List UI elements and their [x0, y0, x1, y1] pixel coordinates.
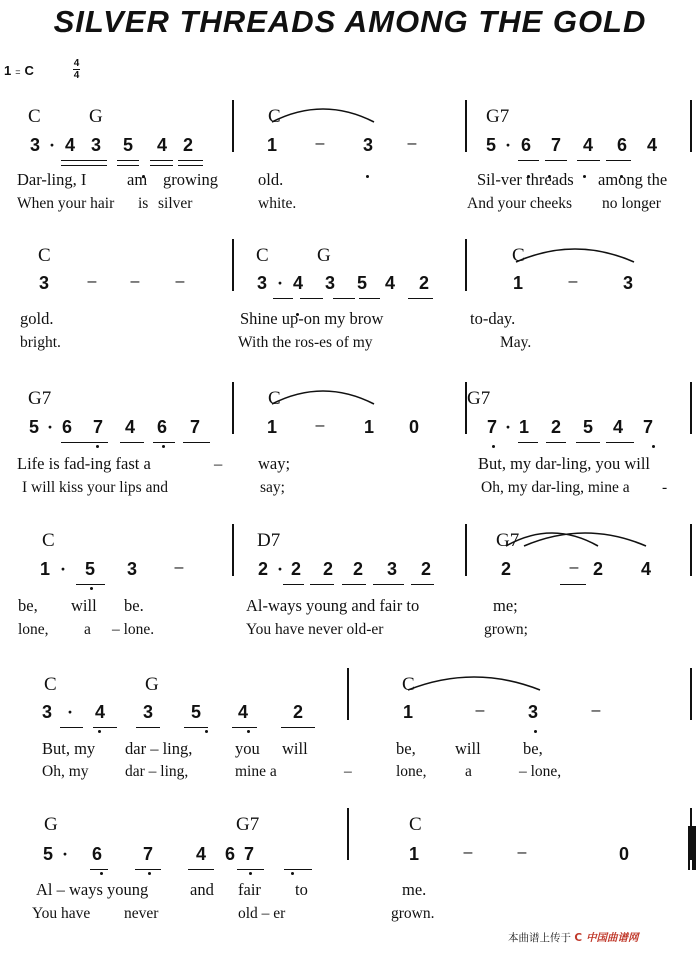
barline	[232, 382, 234, 434]
key-equals: =	[15, 67, 21, 77]
time-bottom: 4	[73, 70, 80, 81]
lyric-verse-2: grown.	[391, 905, 435, 922]
key-degree: 1	[4, 63, 12, 78]
jianpu-note: 0	[618, 844, 629, 864]
jianpu-note: 2	[290, 559, 301, 579]
note-extension: –	[463, 844, 473, 861]
slur-tie	[272, 109, 374, 122]
chord-symbol: G	[145, 674, 159, 695]
beam-underline	[184, 727, 208, 728]
beam-underline	[178, 165, 203, 166]
jianpu-note: 1	[266, 135, 277, 155]
site-logo-icon: C	[574, 932, 583, 944]
jianpu-note: 4	[612, 417, 623, 437]
note-extension: –	[568, 273, 578, 290]
lyric-verse-1: But, my dar-ling, you will	[478, 454, 650, 473]
chord-symbol: C	[28, 106, 41, 127]
lyric-verse-1: Life is fad-ing fast a	[17, 454, 151, 473]
chord-symbol: G7	[28, 388, 52, 409]
slur-tie	[272, 391, 374, 404]
jianpu-note: 1	[266, 417, 277, 437]
note-extension: –	[87, 273, 97, 290]
jianpu-note: 1	[402, 702, 413, 722]
lyric-verse-1: will	[282, 739, 308, 758]
chord-symbol: C	[268, 106, 281, 127]
jianpu-note: 3	[256, 273, 267, 293]
dotted-note-mark: ·	[504, 417, 511, 437]
song-title: SILVER THREADS AMONG THE GOLD	[53, 4, 647, 39]
jianpu-note: 3	[386, 559, 397, 579]
barline	[465, 524, 467, 576]
chord-symbol: G7	[467, 388, 491, 409]
chord-symbol: C	[512, 245, 525, 266]
beam-underline	[273, 298, 293, 299]
jianpu-note: 4	[195, 844, 206, 864]
jianpu-note: 6	[156, 417, 167, 437]
lyric-verse-1: way;	[258, 454, 291, 473]
octave-dot	[652, 445, 655, 448]
jianpu-note: 7	[189, 417, 200, 437]
lyric-verse-2: no longer	[602, 195, 661, 212]
beam-underline	[237, 869, 264, 870]
beam-underline	[333, 298, 355, 299]
lyric-verse-2: mine a	[235, 763, 277, 780]
jianpu-note: 3	[29, 135, 40, 155]
octave-dot	[100, 872, 103, 875]
time-top: 4	[73, 58, 80, 69]
lyric-verse-2: Oh, my dar-ling, mine a	[481, 479, 630, 496]
lyric-verse-1: Shine up-on my brow	[240, 309, 384, 328]
lyric-verse-2: And your cheeks	[467, 195, 573, 212]
jianpu-note: 3	[41, 702, 52, 722]
barline	[465, 100, 467, 152]
jianpu-note: 1	[518, 417, 529, 437]
jianpu-note: 6	[224, 844, 235, 864]
jianpu-note: 7	[486, 417, 497, 437]
lyric-verse-2: Oh, my	[42, 763, 89, 780]
lyric-verse-2: With the ros-es of my	[238, 334, 373, 351]
jianpu-note: 4	[640, 559, 651, 579]
jianpu-note: 1	[408, 844, 419, 864]
barline	[690, 524, 692, 576]
time-signature	[73, 59, 80, 80]
lyric-verse-2: a	[84, 621, 91, 638]
jianpu-note: 4	[156, 135, 167, 155]
jianpu-note: 4	[94, 702, 105, 722]
barline	[465, 239, 467, 291]
jianpu-note: 1	[39, 559, 50, 579]
jianpu-note: 2	[322, 559, 333, 579]
beam-underline	[60, 727, 83, 728]
credit-text: 本曲谱上传于	[508, 932, 571, 944]
key-signature	[4, 58, 80, 81]
jianpu-note: 3	[38, 273, 49, 293]
jianpu-note: 7	[243, 844, 254, 864]
chord-symbol: G7	[496, 530, 520, 551]
jianpu-note: 2	[550, 417, 561, 437]
beam-underline	[117, 165, 139, 166]
lyric-verse-1: But, my	[42, 739, 96, 758]
lyric-verse-1: among the	[598, 170, 668, 189]
jianpu-note: 6	[91, 844, 102, 864]
lyric-verse-1: be.	[124, 596, 144, 615]
lyric-verse-2: lone,	[396, 763, 427, 780]
jianpu-note: 7	[92, 417, 103, 437]
note-extension: –	[315, 417, 325, 434]
lyric-verse-1: will	[455, 739, 481, 758]
barline	[232, 100, 234, 152]
lyric-verse-2: – lone.	[112, 621, 155, 638]
beam-underline	[178, 160, 203, 161]
lyric-verse-1: Dar-ling, I	[17, 170, 87, 189]
lyric-verse-2: white.	[258, 195, 297, 212]
jianpu-note: 2	[418, 273, 429, 293]
dotted-note-mark: ·	[48, 135, 55, 155]
octave-dot	[249, 872, 252, 875]
barline	[347, 668, 349, 720]
jianpu-note: 5	[122, 135, 133, 155]
jianpu-note: 3	[126, 559, 137, 579]
jianpu-note: 2	[592, 559, 603, 579]
note-extension: –	[517, 844, 527, 861]
jianpu-note: 3	[527, 702, 538, 722]
octave-dot	[291, 872, 294, 875]
lyric-verse-2: silver	[158, 195, 193, 212]
beam-underline	[284, 869, 312, 870]
slur-tie	[524, 533, 646, 546]
beam-underline	[411, 584, 434, 585]
octave-dot	[534, 730, 537, 733]
slur-tie	[516, 249, 634, 262]
beam-underline	[342, 584, 366, 585]
lyric-verse-2: old – er	[238, 905, 286, 922]
jianpu-note: 7	[142, 844, 153, 864]
jianpu-note: 2	[292, 702, 303, 722]
chord-symbol: C	[268, 388, 281, 409]
jianpu-note: 7	[550, 135, 561, 155]
beam-underline	[300, 298, 323, 299]
beam-underline	[153, 442, 175, 443]
barline	[690, 100, 692, 152]
octave-dot	[162, 445, 165, 448]
jianpu-note: 3	[622, 273, 633, 293]
lyric-verse-2: a	[465, 763, 472, 780]
octave-dot	[583, 175, 586, 178]
beam-underline	[117, 160, 139, 161]
octave-dot	[90, 587, 93, 590]
jianpu-note: 5	[485, 135, 496, 155]
beam-underline	[136, 727, 160, 728]
lyric-verse-1: be,	[523, 739, 543, 758]
jianpu-note: 2	[182, 135, 193, 155]
barline	[232, 524, 234, 576]
beam-underline	[61, 165, 107, 166]
barline	[690, 668, 692, 720]
beam-underline	[150, 160, 173, 161]
lyric-verse-2: never	[124, 905, 159, 922]
octave-dot	[96, 445, 99, 448]
lyric-verse-1: will	[71, 596, 97, 615]
lyric-verse-2: –	[344, 763, 352, 780]
jianpu-note: 5	[356, 273, 367, 293]
octave-dot	[148, 872, 151, 875]
jianpu-note: 6	[616, 135, 627, 155]
beam-underline	[90, 869, 108, 870]
jianpu-note: 6	[520, 135, 531, 155]
chord-symbol: G7	[236, 814, 260, 835]
beam-underline	[281, 727, 315, 728]
beam-underline	[576, 442, 600, 443]
beam-underline	[283, 584, 304, 585]
chord-symbol: C	[402, 674, 415, 695]
barline	[690, 382, 692, 434]
key-name: C	[24, 63, 34, 78]
lyric-verse-1: am	[127, 170, 148, 189]
note-extension: –	[475, 702, 485, 719]
jianpu-note: 4	[582, 135, 593, 155]
chord-symbol: C	[38, 245, 51, 266]
dotted-note-mark: ·	[504, 135, 511, 155]
lyric-verse-1: old.	[258, 170, 284, 189]
site-logo-text: 中国曲谱网	[586, 932, 639, 944]
lyric-verse-1: you	[235, 739, 260, 758]
beam-underline	[606, 442, 634, 443]
barline	[465, 382, 467, 434]
lyric-verse-1: Al – ways young	[36, 880, 149, 899]
chord-symbol: C	[409, 814, 422, 835]
lyric-verse-2: May.	[500, 334, 532, 351]
lyric-verse-1: Al-ways young and fair to	[246, 596, 420, 615]
slur-tie	[506, 533, 598, 546]
dotted-note-mark: ·	[276, 273, 283, 293]
beam-underline	[93, 727, 117, 728]
jianpu-note: 4	[292, 273, 303, 293]
beam-underline	[518, 442, 538, 443]
beam-underline	[61, 160, 107, 161]
dotted-note-mark: ·	[66, 702, 73, 722]
beam-underline	[560, 584, 586, 585]
lyric-verse-1: Sil-ver threads	[477, 170, 574, 189]
lyric-verse-2: You have never old-er	[246, 621, 384, 638]
beam-underline	[518, 160, 539, 161]
jianpu-note: 4	[64, 135, 75, 155]
beam-underline	[546, 442, 566, 443]
lyric-verse-1: dar – ling,	[125, 739, 193, 758]
jianpu-note: 4	[124, 417, 135, 437]
lyric-verse-2: is	[138, 195, 149, 212]
octave-dot	[492, 445, 495, 448]
lyric-verse-1: to-day.	[470, 309, 516, 328]
slur-tie	[408, 677, 540, 690]
jianpu-note: 0	[408, 417, 419, 437]
beam-underline	[310, 584, 334, 585]
lyric-verse-1: fair	[238, 880, 261, 899]
barline	[232, 239, 234, 291]
source-credit	[508, 930, 639, 945]
beam-underline	[373, 584, 404, 585]
jianpu-note: 2	[500, 559, 511, 579]
note-extension: –	[315, 135, 325, 152]
lyric-verse-1: me;	[493, 596, 518, 615]
jianpu-note: 1	[363, 417, 374, 437]
jianpu-note: 3	[142, 702, 153, 722]
jianpu-note: 4	[237, 702, 248, 722]
note-extension: –	[591, 702, 601, 719]
note-extension: –	[175, 273, 185, 290]
chord-symbol: D7	[257, 530, 281, 551]
beam-underline	[545, 160, 567, 161]
beam-underline	[188, 869, 214, 870]
beam-underline	[408, 298, 433, 299]
jianpu-note: 7	[642, 417, 653, 437]
lyric-verse-1: me.	[402, 880, 427, 899]
octave-dot	[247, 730, 250, 733]
beam-underline	[577, 160, 600, 161]
jianpu-note: 4	[646, 135, 657, 155]
beam-underline	[359, 298, 380, 299]
note-extension: –	[407, 135, 417, 152]
beam-underline	[61, 442, 108, 443]
octave-dot	[366, 175, 369, 178]
dotted-note-mark: ·	[276, 559, 283, 579]
lyric-verse-1: be,	[396, 739, 416, 758]
chord-symbol: G	[317, 245, 331, 266]
lyric-verse-2: say;	[260, 479, 285, 496]
lyric-verse-2: I will kiss your lips and	[22, 479, 168, 496]
chord-symbol: G	[89, 106, 103, 127]
lyric-verse-2: lone,	[18, 621, 49, 638]
jianpu-note: 5	[582, 417, 593, 437]
lyric-verse-2: You have	[32, 905, 91, 922]
jianpu-note: 4	[384, 273, 395, 293]
dotted-note-mark: ·	[59, 559, 66, 579]
octave-dot	[205, 730, 208, 733]
beam-underline	[120, 442, 144, 443]
lyric-verse-2: When your hair	[17, 195, 115, 212]
beam-underline	[150, 165, 173, 166]
octave-dot	[98, 730, 101, 733]
note-extension: –	[130, 273, 140, 290]
note-extension: –	[569, 559, 579, 576]
beam-underline	[76, 584, 105, 585]
jianpu-note: 5	[84, 559, 95, 579]
lyric-verse-2: dar – ling,	[125, 763, 189, 780]
dotted-note-mark: ·	[61, 844, 68, 864]
beam-underline	[135, 869, 161, 870]
jianpu-note: 3	[362, 135, 373, 155]
jianpu-note: 6	[61, 417, 72, 437]
lyric-verse-2: bright.	[20, 334, 61, 351]
chord-symbol: C	[256, 245, 269, 266]
jianpu-note: 5	[190, 702, 201, 722]
lyric-verse-1: –	[214, 454, 223, 473]
lyric-verse-1: gold.	[20, 309, 54, 328]
final-barline	[688, 826, 698, 870]
chord-symbol: G7	[486, 106, 510, 127]
jianpu-note: 5	[28, 417, 39, 437]
lyric-verse-1: and	[190, 880, 214, 899]
jianpu-note: 3	[90, 135, 101, 155]
jianpu-note: 5	[42, 844, 53, 864]
jianpu-note: 3	[324, 273, 335, 293]
jianpu-note: 2	[257, 559, 268, 579]
lyric-verse-2: grown;	[484, 621, 528, 638]
note-extension: –	[174, 559, 184, 576]
lyric-verse-1: to	[295, 880, 308, 899]
chord-symbol: G	[44, 814, 58, 835]
lyric-verse-1: growing	[163, 170, 218, 189]
barline	[347, 808, 349, 860]
dotted-note-mark: ·	[46, 417, 53, 437]
beam-underline	[606, 160, 631, 161]
jianpu-note: 2	[420, 559, 431, 579]
lyric-verse-2: -	[662, 479, 668, 496]
jianpu-note: 1	[512, 273, 523, 293]
lyric-verse-1: be,	[18, 596, 38, 615]
jianpu-note: 2	[352, 559, 363, 579]
beam-underline	[232, 727, 257, 728]
lyric-verse-2: – lone,	[519, 763, 562, 780]
chord-symbol: C	[42, 530, 55, 551]
chord-symbol: C	[44, 674, 57, 695]
beam-underline	[183, 442, 210, 443]
